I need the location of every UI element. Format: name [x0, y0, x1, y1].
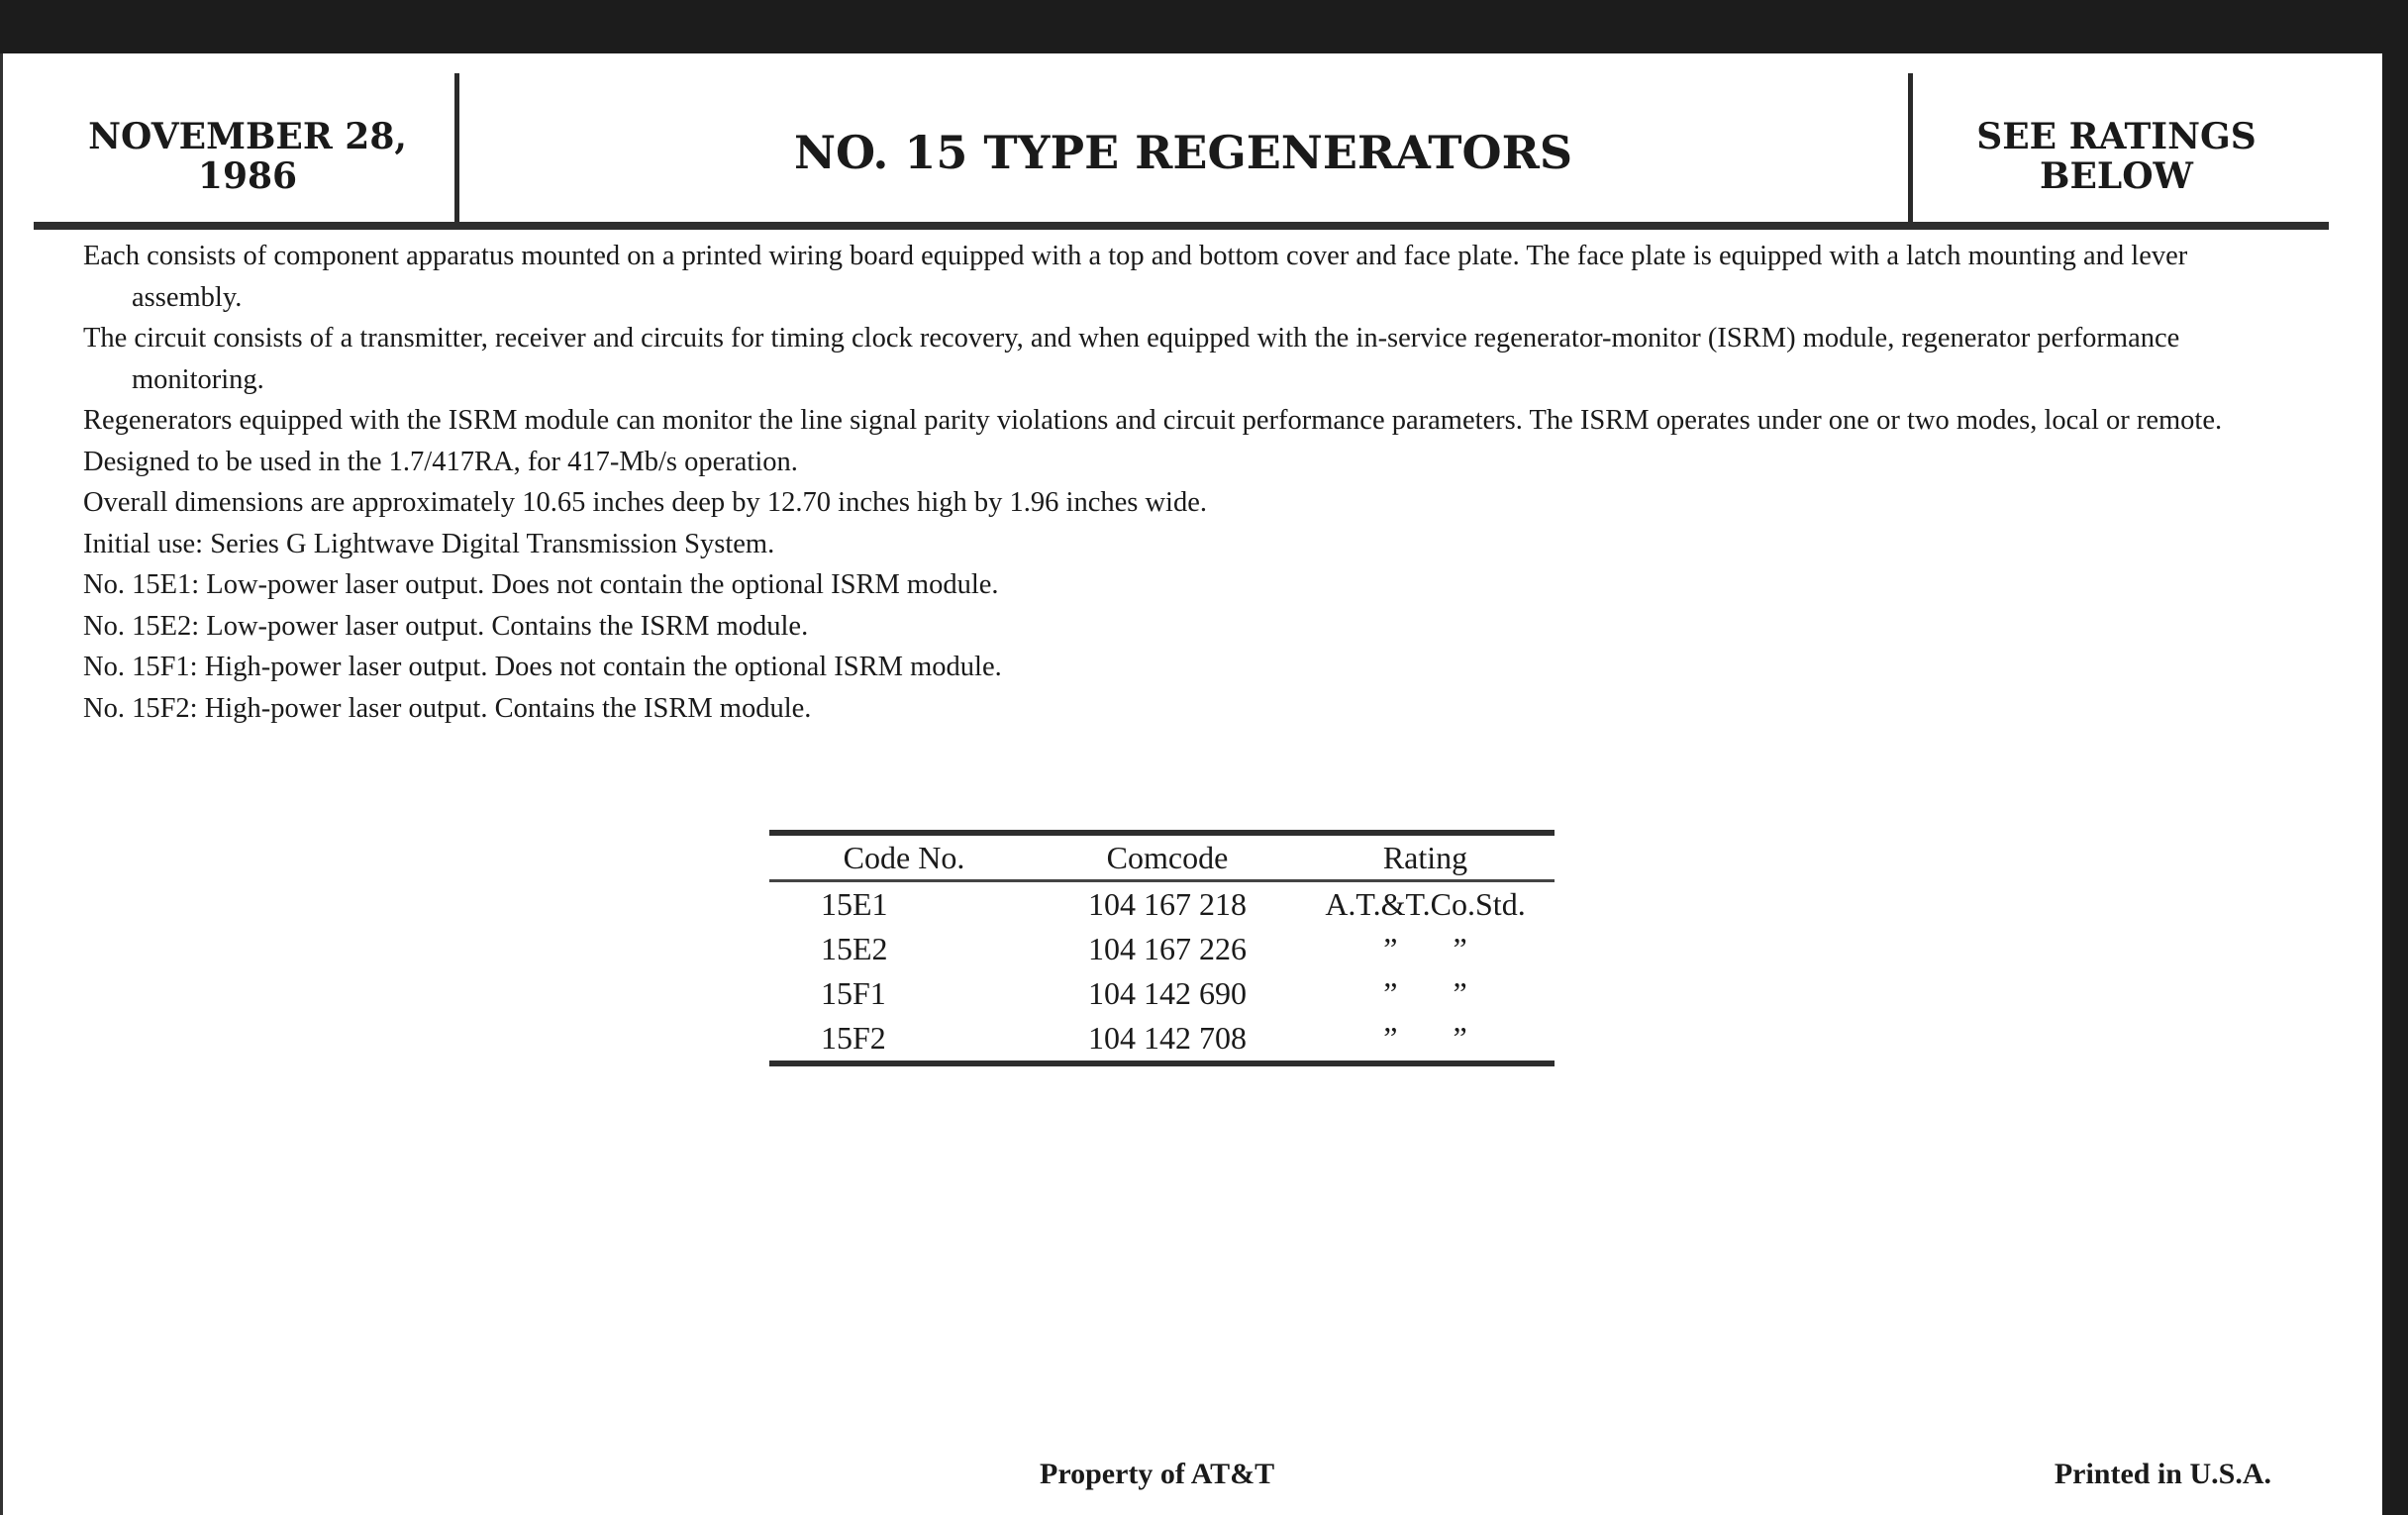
paragraph: Regenerators equipped with the ISRM module can monitor the line signal parity violations and circuit performance parameters. The ISRM operates under one or two modes, local or remote.	[83, 405, 2223, 436]
cell-comcode: 104 167 218	[1088, 886, 1247, 922]
cell-code: 15E2	[821, 931, 888, 966]
cell-code: 15E1	[821, 886, 888, 922]
header-date-line1: NOVEMBER 28,	[88, 116, 407, 157]
scan-border-left	[0, 53, 3, 1515]
description	[83, 236, 2291, 729]
header-date-line2: 1986	[197, 155, 298, 197]
table-header-row	[769, 833, 1555, 881]
cell-code: 15F2	[821, 1020, 886, 1056]
table-row	[769, 1016, 1555, 1063]
table-row	[769, 881, 1555, 928]
column-header-code: Code No.	[843, 839, 965, 875]
paragraph: No. 15E1: Low-power laser output. Does not contain the optional ISRM module.	[83, 569, 999, 600]
column-header-comcode: Comcode	[1106, 839, 1229, 875]
scan-border-top	[0, 0, 2408, 53]
cell-rating: A.T.&T.Co.Std.	[1325, 886, 1526, 922]
page-title: NO. 15 TYPE REGENERATORS	[793, 126, 1573, 179]
table-row	[769, 927, 1555, 971]
paragraph: No. 15F1: High-power laser output. Does not contain the optional ISRM module.	[83, 652, 1002, 682]
column-header-rating: Rating	[1382, 839, 1468, 875]
header-rating	[1921, 117, 2312, 196]
cell-comcode: 104 167 226	[1088, 931, 1247, 966]
header-rating-line2: BELOW	[2040, 155, 2193, 197]
cell-rating: ” ”	[1383, 931, 1467, 966]
table-row	[769, 971, 1555, 1016]
paragraph: No. 15F2: High-power laser output. Contains the ISRM module.	[83, 692, 812, 724]
ratings-table	[769, 830, 1555, 1066]
cell-comcode: 104 142 708	[1088, 1020, 1247, 1056]
paragraph: Each consists of component apparatus mounted on a printed wiring board equipped with a top and bottom cover and face plate. The face plate is equipped with a latch mounting and lever assembly.	[83, 241, 2188, 313]
header-divider	[1908, 73, 1913, 222]
paragraph: Overall dimensions are approximately 10.65 inches deep by 12.70 inches high by 1.96 inches wide.	[83, 487, 1207, 518]
cell-rating: ” ”	[1383, 1020, 1467, 1056]
header-divider	[454, 73, 459, 222]
cell-code: 15F1	[821, 975, 886, 1011]
header-date	[59, 117, 436, 196]
cell-rating: ” ”	[1383, 975, 1467, 1011]
cell-comcode: 104 142 690	[1088, 975, 1247, 1011]
scan-border-right	[2382, 0, 2408, 1515]
footer-printed: Printed in U.S.A.	[2054, 1458, 2271, 1490]
paragraph: The circuit consists of a transmitter, receiver and circuits for timing clock recovery, and when equipped with the in-service regenerator-monitor (ISRM) module, regenerator performance monitoring.	[83, 323, 2180, 395]
header-rating-line1: SEE RATINGS	[1976, 116, 2257, 157]
header-rule	[34, 222, 2329, 230]
paragraph: Designed to be used in the 1.7/417RA, for 417-Mb/s operation.	[83, 446, 798, 477]
paragraph: No. 15E2: Low-power laser output. Contains the ISRM module.	[83, 610, 809, 642]
paragraph: Initial use: Series G Lightwave Digital Transmission System.	[83, 528, 775, 559]
footer-property: Property of AT&T	[1040, 1458, 1275, 1490]
